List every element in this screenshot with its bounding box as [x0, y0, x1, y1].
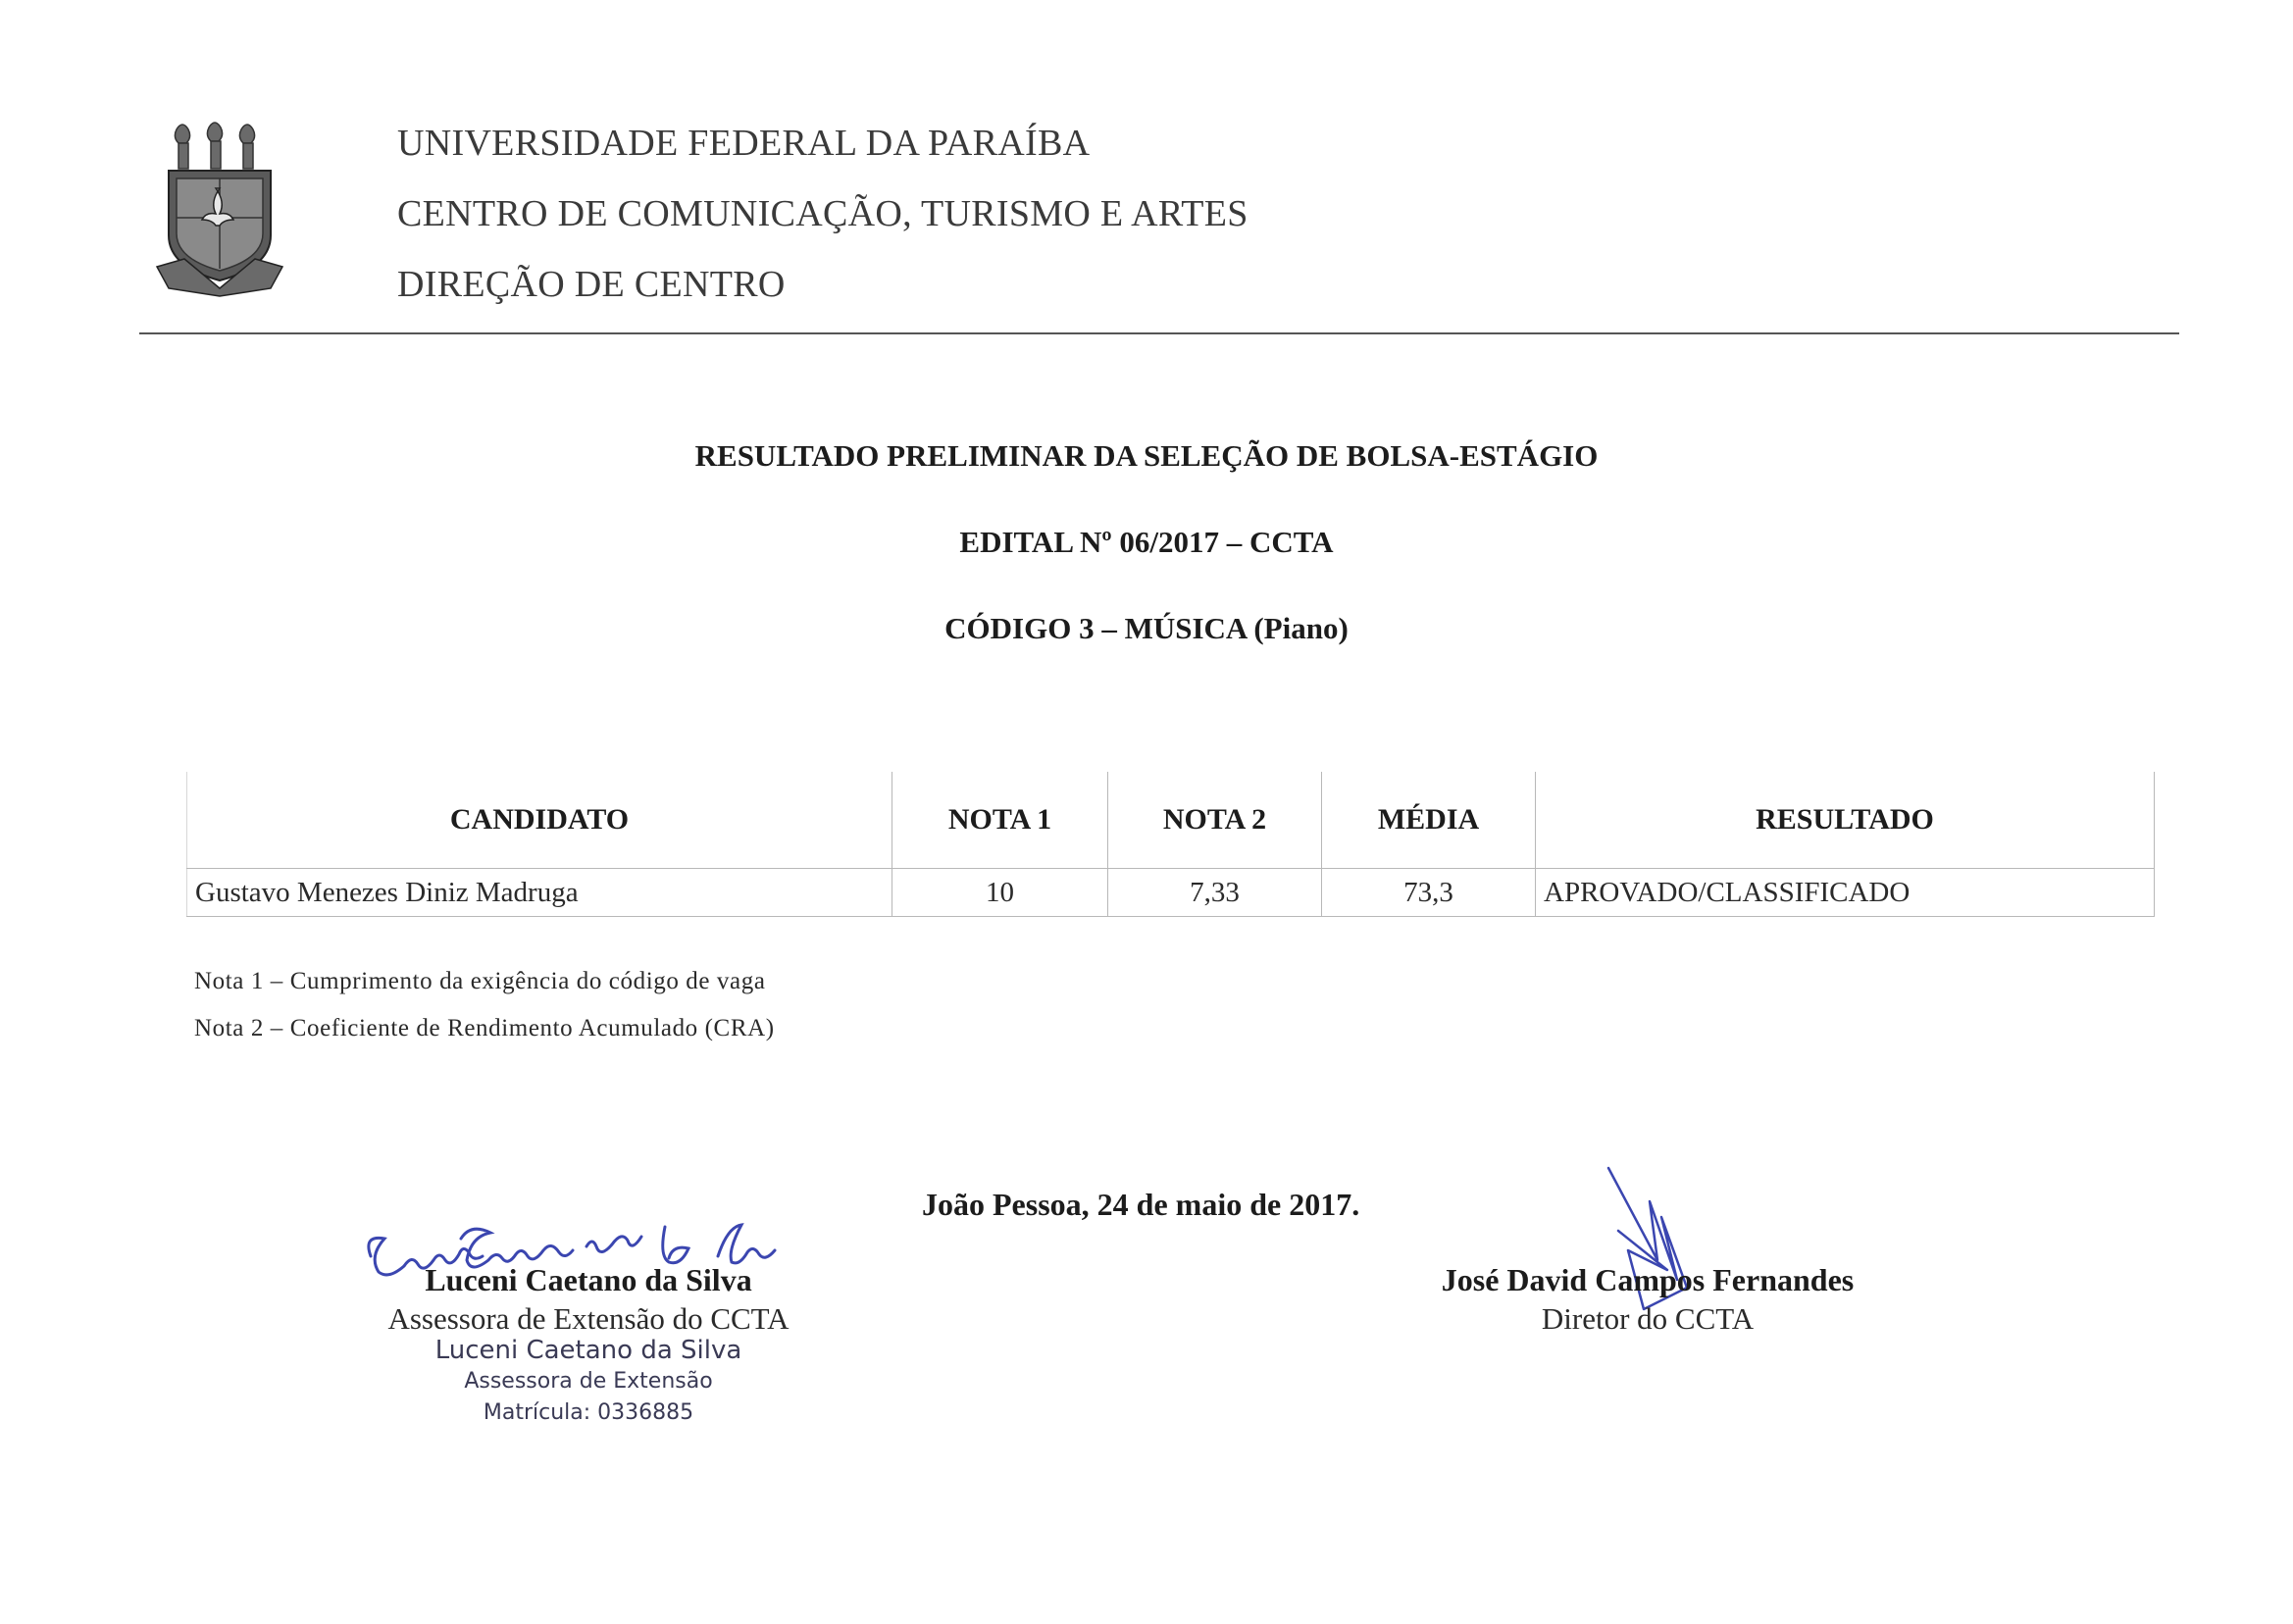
center-name: CENTRO DE COMUNICAÇÃO, TURISMO E ARTES [397, 193, 1248, 234]
cell-nota-2: 7,33 [1108, 869, 1322, 917]
date-line: João Pessoa, 24 de maio de 2017. [922, 1187, 1360, 1222]
header-nota-2: NOTA 2 [1108, 772, 1322, 869]
note-1: Nota 1 – Cumprimento da exigência do código de vaga [194, 968, 766, 994]
header-divider [139, 332, 2179, 334]
signatory-right-role: Diretor do CCTA [1541, 1301, 1755, 1336]
cell-nota-1: 10 [892, 869, 1108, 917]
header-candidate: CANDIDATO [187, 772, 892, 869]
document-title: RESULTADO PRELIMINAR DA SELEÇÃO DE BOLSA-ESTÁGIO [694, 438, 1599, 473]
table-row [187, 869, 2155, 917]
cell-media: 73,3 [1322, 869, 1536, 917]
university-name: UNIVERSIDADE FEDERAL DA PARAÍBA [397, 123, 1091, 164]
stamp-name: Luceni Caetano da Silva [434, 1336, 742, 1365]
signatory-right-name: José David Campos Fernandes [1441, 1262, 1855, 1297]
stamp-role: Assessora de Extensão [464, 1369, 713, 1394]
stamp-registration: Matrícula: 0336885 [483, 1400, 694, 1425]
ufpb-crest-icon [155, 120, 284, 298]
signatory-left-name: Luceni Caetano da Silva [425, 1262, 752, 1297]
results-table [186, 772, 2155, 917]
header-resultado: RESULTADO [1536, 772, 2155, 869]
cell-resultado: APROVADO/CLASSIFICADO [1536, 869, 2155, 917]
cell-candidate: Gustavo Menezes Diniz Madruga [187, 869, 892, 917]
table-header-row [187, 772, 2155, 869]
note-2: Nota 2 – Coeficiente de Rendimento Acumulado (CRA) [194, 1015, 775, 1041]
header-media: MÉDIA [1322, 772, 1536, 869]
code-title: CÓDIGO 3 – MÚSICA (Piano) [944, 611, 1349, 645]
edital-title: EDITAL Nº 06/2017 – CCTA [959, 525, 1334, 559]
direction-name: DIREÇÃO DE CENTRO [397, 264, 786, 305]
header-nota-1: NOTA 1 [892, 772, 1108, 869]
signatory-left-role: Assessora de Extensão do CCTA [387, 1301, 790, 1336]
